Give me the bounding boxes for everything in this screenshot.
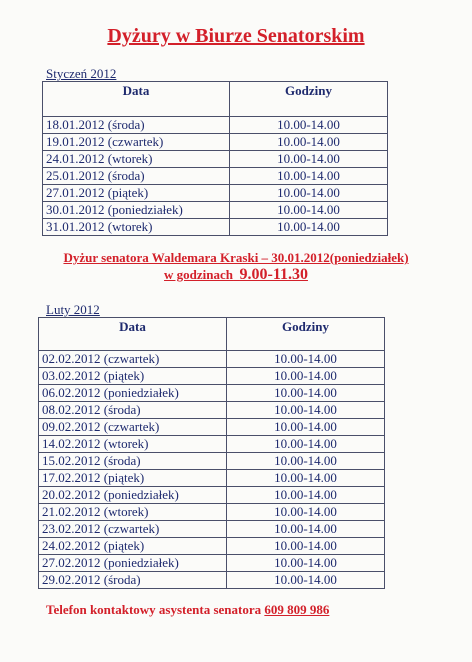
february-table xyxy=(38,317,385,589)
february-label: Luty 2012 xyxy=(46,302,100,317)
column-header-date: Data xyxy=(39,318,227,351)
date-cell: 29.02.2012 (środa) xyxy=(39,572,227,589)
hours-cell: 10.00-14.00 xyxy=(227,521,385,538)
january-label: Styczeń 2012 xyxy=(46,66,117,81)
senator-duty-hours-prefix: w godzinach xyxy=(164,267,234,282)
table-row xyxy=(43,151,388,168)
hours-cell: 10.00-14.00 xyxy=(227,487,385,504)
date-cell: 03.02.2012 (piątek) xyxy=(39,368,227,385)
table-header-row xyxy=(39,318,385,351)
table-header-row xyxy=(43,82,388,117)
hours-cell: 10.00-14.00 xyxy=(227,572,385,589)
date-cell: 15.02.2012 (środa) xyxy=(39,453,227,470)
hours-cell: 10.00-14.00 xyxy=(230,219,388,236)
date-cell: 08.02.2012 (środa) xyxy=(39,402,227,419)
table-row xyxy=(39,470,385,487)
column-header-date: Data xyxy=(43,82,230,117)
table-row xyxy=(43,134,388,151)
date-cell: 27.01.2012 (piątek) xyxy=(43,185,230,202)
senator-duty-text: Dyżur senatora Waldemara Kraski – 30.01.2012(poniedziałek) xyxy=(63,250,409,265)
date-cell: 14.02.2012 (wtorek) xyxy=(39,436,227,453)
table-row xyxy=(39,504,385,521)
date-cell: 09.02.2012 (czwartek) xyxy=(39,419,227,436)
date-cell: 23.02.2012 (czwartek) xyxy=(39,521,227,538)
table-row xyxy=(39,555,385,572)
hours-cell: 10.00-14.00 xyxy=(230,151,388,168)
date-cell: 27.02.2012 (poniedziałek) xyxy=(39,555,227,572)
table-row xyxy=(39,419,385,436)
hours-cell: 10.00-14.00 xyxy=(227,555,385,572)
table-row xyxy=(43,202,388,219)
hours-cell: 10.00-14.00 xyxy=(227,436,385,453)
hours-cell: 10.00-14.00 xyxy=(227,351,385,368)
table-row xyxy=(43,168,388,185)
date-cell: 02.02.2012 (czwartek) xyxy=(39,351,227,368)
date-cell: 18.01.2012 (środa) xyxy=(43,117,230,134)
table-row xyxy=(39,487,385,504)
hours-cell: 10.00-14.00 xyxy=(230,202,388,219)
date-cell: 06.02.2012 (poniedziałek) xyxy=(39,385,227,402)
column-header-hours: Godziny xyxy=(230,82,388,117)
date-cell: 20.02.2012 (poniedziałek) xyxy=(39,487,227,504)
hours-cell: 10.00-14.00 xyxy=(230,168,388,185)
february-table-body xyxy=(39,351,385,589)
hours-cell: 10.00-14.00 xyxy=(227,385,385,402)
contact-line xyxy=(46,602,329,618)
date-cell: 24.02.2012 (piątek) xyxy=(39,538,227,555)
hours-cell: 10.00-14.00 xyxy=(227,453,385,470)
january-table xyxy=(42,81,388,236)
table-row xyxy=(39,436,385,453)
table-row xyxy=(39,572,385,589)
contact-label: Telefon kontaktowy asystenta senatora xyxy=(46,602,262,617)
date-cell: 30.01.2012 (poniedziałek) xyxy=(43,202,230,219)
date-cell: 19.01.2012 (czwartek) xyxy=(43,134,230,151)
hours-cell: 10.00-14.00 xyxy=(230,185,388,202)
table-row xyxy=(43,185,388,202)
senator-duty-hours-line xyxy=(0,266,472,284)
table-row xyxy=(39,538,385,555)
senator-duty-line xyxy=(0,250,472,266)
hours-cell: 10.00-14.00 xyxy=(230,134,388,151)
date-cell: 21.02.2012 (wtorek) xyxy=(39,504,227,521)
hours-cell: 10.00-14.00 xyxy=(230,117,388,134)
table-row xyxy=(39,351,385,368)
date-cell: 17.02.2012 (piątek) xyxy=(39,470,227,487)
page-title: Dyżury w Biurze Senatorskim xyxy=(107,25,365,47)
january-table-body xyxy=(43,117,388,236)
table-row xyxy=(43,117,388,134)
date-cell: 25.01.2012 (środa) xyxy=(43,168,230,185)
column-header-hours: Godziny xyxy=(227,318,385,351)
hours-cell: 10.00-14.00 xyxy=(227,419,385,436)
table-row xyxy=(43,219,388,236)
hours-cell: 10.00-14.00 xyxy=(227,470,385,487)
date-cell: 24.01.2012 (wtorek) xyxy=(43,151,230,168)
table-row xyxy=(39,385,385,402)
table-row xyxy=(39,402,385,419)
hours-cell: 10.00-14.00 xyxy=(227,368,385,385)
senator-duty-hours: 9.00-11.30 xyxy=(239,266,308,283)
hours-cell: 10.00-14.00 xyxy=(227,402,385,419)
date-cell: 31.01.2012 (wtorek) xyxy=(43,219,230,236)
table-row xyxy=(39,453,385,470)
hours-cell: 10.00-14.00 xyxy=(227,538,385,555)
contact-phone: 609 809 986 xyxy=(264,602,330,617)
table-row xyxy=(39,368,385,385)
table-row xyxy=(39,521,385,538)
hours-cell: 10.00-14.00 xyxy=(227,504,385,521)
